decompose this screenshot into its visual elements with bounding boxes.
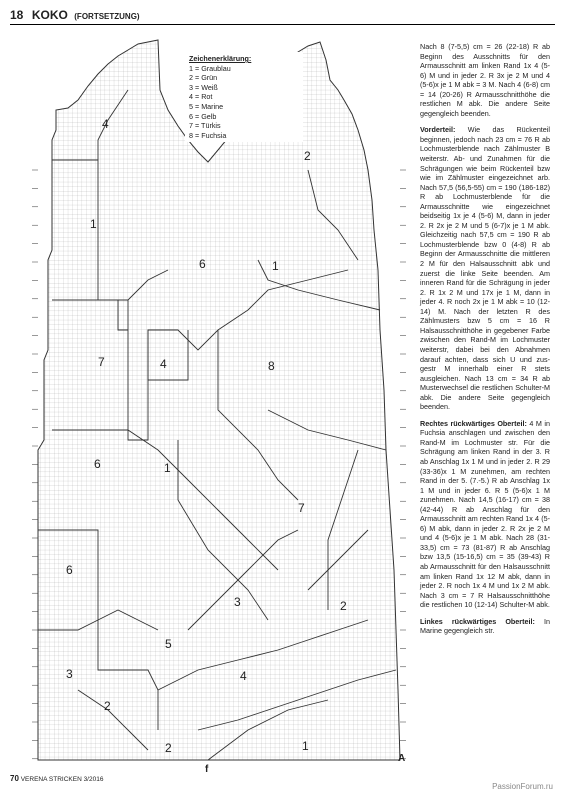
region-label: 4 xyxy=(240,669,247,683)
region-label: 2 xyxy=(304,149,311,163)
pattern-number: 18 xyxy=(10,8,24,22)
color-legend xyxy=(185,52,303,142)
region-label: 8 xyxy=(268,359,275,373)
instruction-paragraph xyxy=(420,617,550,636)
instruction-paragraph xyxy=(420,419,550,610)
legend-item: 2 = Grün xyxy=(189,73,218,83)
region-label: 2 xyxy=(340,599,347,613)
region-label: 4 xyxy=(102,117,109,131)
magazine-name: VERENA STRICKEN 3/2016 xyxy=(20,776,104,783)
region-label: 2 xyxy=(165,741,172,755)
page-number: 70 xyxy=(10,774,19,783)
watermark: PassionForum.ru xyxy=(492,782,553,791)
section-body: In Marine gegengleich str. xyxy=(420,616,550,636)
section-heading: Vorderteil: xyxy=(420,125,456,135)
region-label: 6 xyxy=(66,563,73,577)
section-heading: Rechtes rückwärtiges Oberteil: xyxy=(420,418,527,428)
region-label: 3 xyxy=(66,667,73,681)
instruction-paragraph: Nach 8 (7-5,5) cm = 26 (22-18) R ab Beginn des Ausschnitts für den Armausschnitt am linken Rand 1x 4 (5-6) M und in jeder 2. R 3x je 2 M und 4 (5-6)x je 1 M abk = 3 M. Nach 4 (6-8) cm = 14 (20-26) R Armausschnitthöhe die restlichen M abk. Die andere Seite gegengleich beenden. xyxy=(420,42,550,118)
legend-item: 7 = Türkis xyxy=(189,121,221,131)
section-body: Wie das Rückenteil beginnen, jedoch nach 23 cm = 76 R ab Lochmusterblende nach Zählmuster B weiterstr. Ab- und Zunahmen für die Schrägungen wie beim Rückenteil bzw wie im Zählmuster eingezeichnet arb. Nach 57,5 (56,5-55) cm = 190 (186-182) R ab Lochmusterblende für die Armausschnitte wie eingezeichnet beidseitig 1x je 4 (5-6) M, dann in jeder 2. R 2x je 2 M und 5 (6-7)x je 1 M abk. Gleichzeitig nach 57,5 cm = 190 R ab Lochmusterblende bzw 0 (4-8) R ab Beginn der Armausschnitte die mittleren 2 M für den Halsausschnitt abk und zuerst die linke Seite beenden. Am inneren Rand für die Schrägung in jeder 2. R 1x 2 M und 17x je 1 M, dann in jeder 4. R noch 2x je 1 M abk = 10 (12-14) M. Nach der letzten R des Zählmusters bzw 5 cm = 16 R Halsausschnitthöhe in gegebener Farbe zwischen den Rand-M im Lochmuster weiterstr, dabei bei den Abnahmen darauf achten, dass sich U und zus-gestr M innerhalb einer R stets ausgleichen. Nach 13 cm = 34 R ab Musterwechsel die restlichen Schulter-M abk. Die andere Seite gegengleich beenden. xyxy=(420,125,550,412)
chart-marker-a: A xyxy=(398,753,406,764)
region-label: 1 xyxy=(302,739,309,753)
region-label: 7 xyxy=(98,355,105,369)
legend-item: 8 = Fuchsia xyxy=(189,130,227,140)
region-label: 3 xyxy=(234,595,241,609)
pattern-subtitle: (FORTSETZUNG) xyxy=(74,12,140,21)
instructions-column xyxy=(420,42,550,643)
legend-item: 1 = Graublau xyxy=(189,63,231,73)
pattern-title: KOKO xyxy=(31,8,68,22)
page-header xyxy=(10,6,555,25)
instruction-paragraph xyxy=(420,125,550,411)
page-footer xyxy=(10,774,103,783)
region-label: 2 xyxy=(104,699,111,713)
legend-title: Zeichenerklärung: xyxy=(189,54,252,63)
legend-item: 4 = Rot xyxy=(189,92,213,102)
region-label: 1 xyxy=(272,259,279,273)
chart-marker-f: f xyxy=(205,764,209,775)
section-body: 4 M in Fuchsia anschlagen und zwischen den Rand-M im Lochmuster str. Für die Schrägung am linken Rand in der 3. R ab Anschlag 1x 1 M und in jeder 2. R 29 (33-36)x 1 M zunehmen, am rechten Rand in der 5. (7.-5.) R ab Anschlag 1x 1 M und in jeder 6. R 5 (5-6)x 1 M zunehmen. Nach 14,5 (16-17) cm = 38 (42-44) R ab Anschlag für den Armausschnitt am rechten Rand 1x 4 (5-6) M abk, dann in jeder 2. R 2x je 2 M und 4 (5-6)x je 1 M abk. Nach 28 (31-33,5) cm = 73 (81-87) R ab Anschlag bzw 13,5 (15-16,5) cm = 35 (39-43) R ab Armausschnitt für den Halsausschnitt am linken Rand 1x 12 M abk, dann in jeder 2. R noch 1x 4 M und 1x 2 M abk. Nach 3 cm = 7 R Halsausschnitthöhe die restlichen 10 (12-14) Schulter-M abk. xyxy=(420,418,550,610)
legend-item: 6 = Gelb xyxy=(189,111,217,121)
region-label: 1 xyxy=(164,461,171,475)
region-label: 5 xyxy=(165,637,172,651)
region-label: 4 xyxy=(160,357,167,371)
region-label: 6 xyxy=(94,457,101,471)
section-heading: Linkes rückwärtiges Oberteil: xyxy=(420,616,535,626)
region-label: 1 xyxy=(90,217,97,231)
legend-item: 5 = Marine xyxy=(189,101,224,111)
region-label: 6 xyxy=(199,257,206,271)
region-label: 7 xyxy=(298,501,305,515)
legend-item: 3 = Weiß xyxy=(189,82,218,92)
